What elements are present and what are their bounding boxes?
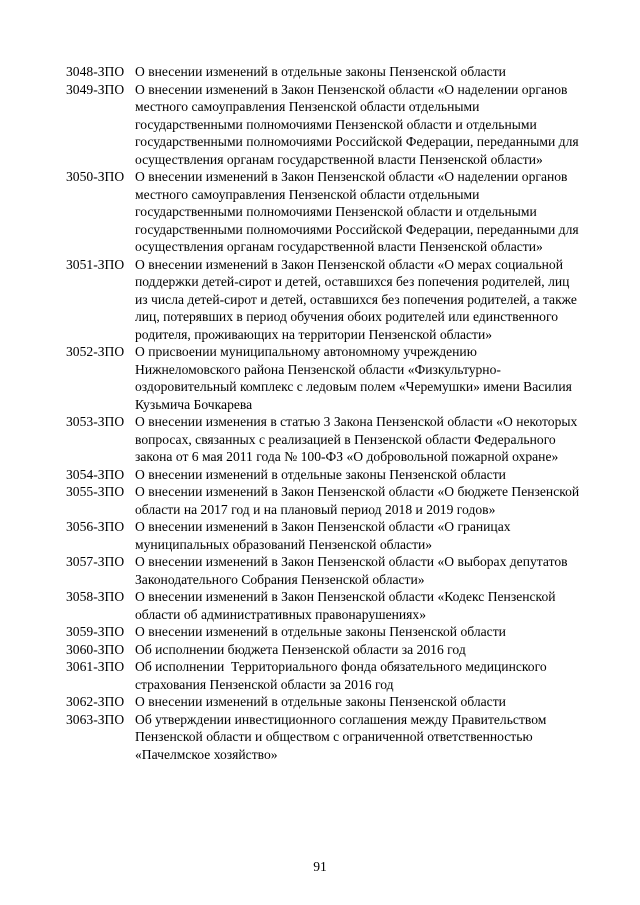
law-number: 3061-ЗПО [66,659,125,674]
law-number: 3063-ЗПО [66,711,125,727]
law-entry-3054 [66,466,586,484]
law-number: 3057-ЗПО [66,554,125,569]
law-entry-3050 [66,168,586,256]
law-title: О присвоении муниципальному автономному учреждению Нижнеломовского района Пензенской области «Физкультурно-оздоровительный комплекс с ледовым полем «Черемушки» имени Василия Кузьмича Бочкарева [135,344,572,412]
law-entry-3052 [66,343,586,413]
law-title: О внесении изменения в статью 3 Закона Пензенской области «О некоторых вопросах, связанных с реализацией в Пензенской области Федерального закона от 6 мая 2011 года № 100-ФЗ «О добровольной пожарной охране» [135,414,578,464]
law-entry-3060 [66,641,586,659]
law-title: О внесении изменений в Закон Пензенской области «О бюджете Пензенской области на 2017 год и на плановый период 2018 и 2019 годов» [135,484,580,517]
law-title: Об исполнении Территориального фонда обязательного медицинского страхования Пензенской области за 2016 год [135,659,551,692]
law-title: О внесении изменений в Закон Пензенской области «О границах муниципальных образований Пензенской области» [135,519,511,552]
law-entry-3049 [66,81,586,169]
law-number: 3051-ЗПО [66,256,125,272]
document-body [66,63,586,763]
law-entry-3055 [66,483,586,518]
law-number: 3062-ЗПО [66,694,125,709]
law-number: 3060-ЗПО [66,641,125,657]
law-number: 3056-ЗПО [66,519,125,534]
law-title: О внесении изменений в отдельные законы Пензенской области [135,64,506,79]
law-entry-3061 [66,658,586,693]
law-title: О внесении изменений в Закон Пензенской области «О мерах социальной поддержки детей-сирот и детей, оставшихся без попечения родителей, лиц из числа детей-сирот и детей, оставшихся без попечения родителей, а также лиц, потерявших в период обучения обоих родителей или единственного родителя, проживающих на территории Пензенской области» [135,256,577,342]
law-number: 3053-ЗПО [66,414,125,429]
law-entry-3057 [66,553,586,588]
law-title: О внесении изменений в Закон Пензенской области «О наделении органов местного самоуправления Пензенской области отдельными государственными полномочиями Пензенской области и отдельными государственными полномочиями Российской Федерации, переданными для осуществления органам государственной власти Пензенской области» [135,169,579,254]
law-number: 3049-ЗПО [66,81,125,97]
law-number: 3048-ЗПО [66,64,125,79]
law-title: О внесении изменений в Закон Пензенской области «О наделении органов местного самоуправления Пензенской области отдельными государственными полномочиями Пензенской области и отдельными государственными полномочиями Российской Федерации, переданными для осуществления органам государственной власти Пензенской области» [135,81,579,167]
law-number: 3054-ЗПО [66,466,125,482]
law-entry-3063 [66,711,586,764]
law-title: О внесении изменений в отдельные законы Пензенской области [135,694,506,709]
law-title: Об утверждении инвестиционного соглашения между Правительством Пензенской области и обществом с ограниченной ответственностью «Пачелмское хозяйство» [135,711,547,762]
law-entry-3053 [66,413,586,466]
page-number: 91 [313,859,327,874]
law-number: 3055-ЗПО [66,484,125,499]
law-number: 3059-ЗПО [66,624,125,639]
law-number: 3052-ЗПО [66,344,125,359]
law-entry-3058 [66,588,586,623]
law-number: 3050-ЗПО [66,169,125,184]
law-entry-3056 [66,518,586,553]
law-title: О внесении изменений в отдельные законы Пензенской области [135,466,506,482]
law-entry-3062 [66,693,586,711]
law-entry-3048 [66,63,586,81]
law-title: Об исполнении бюджета Пензенской области за 2016 год [135,641,466,657]
law-entry-3051 [66,256,586,344]
law-title: О внесении изменений в Закон Пензенской области «О выборах депутатов Законодательного Собрания Пензенской области» [135,554,568,587]
law-number: 3058-ЗПО [66,589,125,604]
law-entry-3059 [66,623,586,641]
law-title: О внесении изменений в Закон Пензенской области «Кодекс Пензенской области об административных правонарушениях» [135,589,556,622]
law-title: О внесении изменений в отдельные законы Пензенской области [135,624,506,639]
